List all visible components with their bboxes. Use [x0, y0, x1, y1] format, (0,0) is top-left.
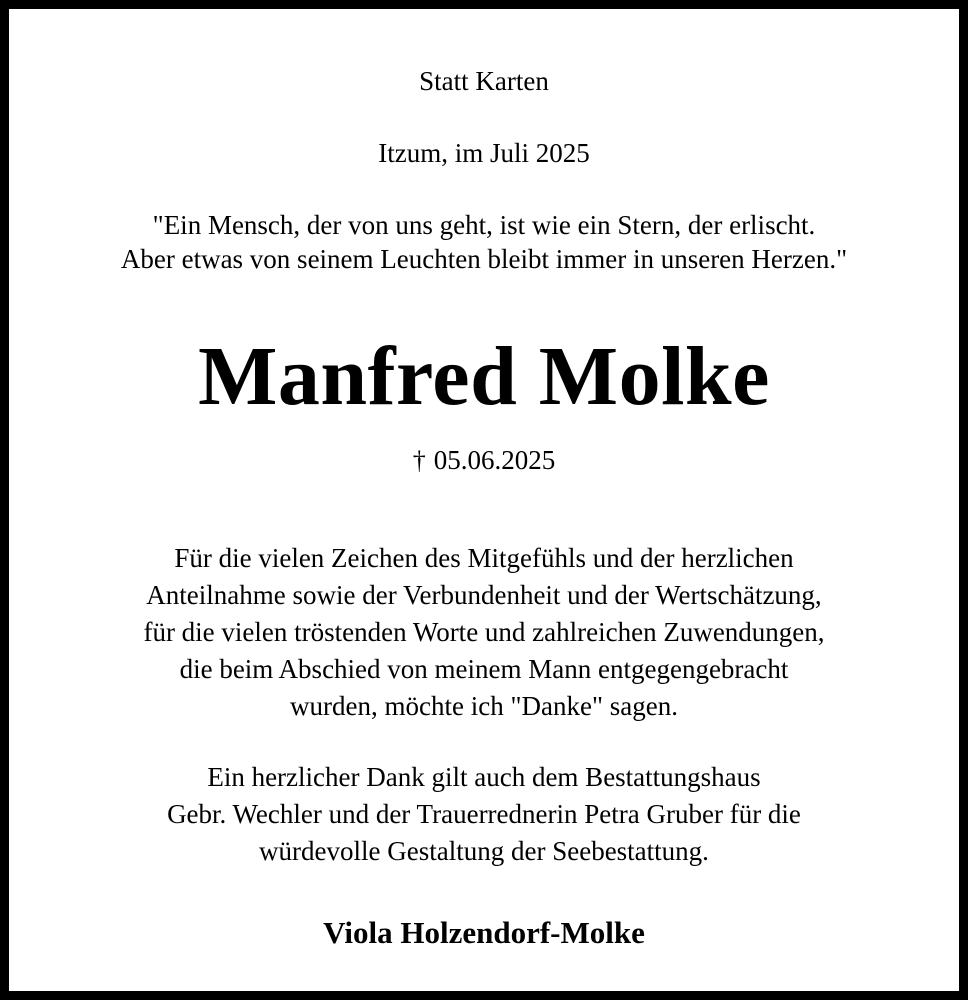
funeral-thanks-line: Gebr. Wechler und der Trauerrednerin Petra Gruber für die — [167, 799, 801, 829]
cross-icon: † — [412, 446, 426, 475]
thanks-line: für die vielen tröstenden Worte und zahlreichen Zuwendungen, — [143, 617, 825, 647]
place-date: Itzum, im Juli 2025 — [378, 138, 590, 168]
thanks-line: die beim Abschied von meinem Mann entgegengebracht — [179, 654, 789, 684]
signature: Viola Holzendorf-Molke — [323, 915, 645, 950]
funeral-thanks-line: würdevolle Gestaltung der Seebestattung. — [259, 836, 709, 866]
funeral-thanks-paragraph — [9, 759, 959, 870]
quote-line: Aber etwas von seinem Leuchten bleibt immer in unseren Herzen." — [120, 244, 848, 274]
thanks-line: wurden, möchte ich "Danke" sagen. — [290, 691, 678, 721]
thanks-line: Anteilnahme sowie der Verbundenheit und der Wertschätzung, — [146, 580, 822, 610]
thanks-line: Für die vielen Zeichen des Mitgefühls und der herzlichen — [174, 543, 794, 573]
deceased-name: Manfred Molke — [198, 330, 770, 423]
quote-line: "Ein Mensch, der von uns geht, ist wie ein Stern, der erlischt. — [152, 210, 816, 240]
death-date-line — [9, 443, 959, 478]
notice-heading: Statt Karten — [419, 66, 549, 96]
thanks-paragraph — [9, 540, 959, 725]
funeral-thanks-line: Ein herzlicher Dank gilt auch dem Bestattungshaus — [207, 762, 761, 792]
memorial-quote — [9, 208, 959, 276]
death-date: 05.06.2025 — [433, 445, 556, 475]
